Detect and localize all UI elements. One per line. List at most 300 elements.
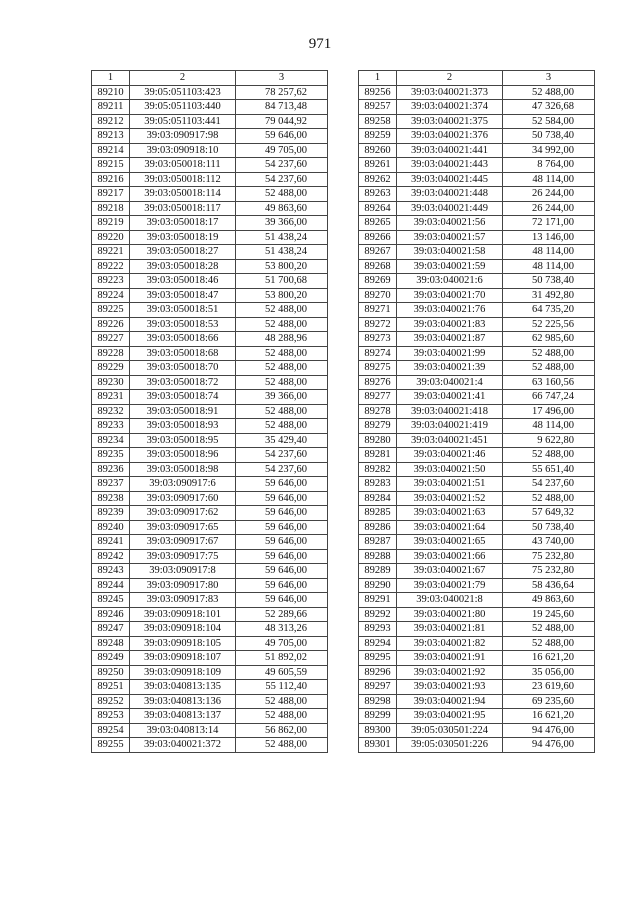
cadastral-value: 63 160,56 <box>503 375 595 390</box>
cadastral-number: 39:03:090917:60 <box>130 491 236 506</box>
row-number: 89231 <box>92 390 130 405</box>
cadastral-number: 39:03:040021:50 <box>397 462 503 477</box>
table-row <box>92 578 328 593</box>
cadastral-number: 39:03:040021:56 <box>397 216 503 231</box>
cadastral-number: 39:03:090918:101 <box>130 607 236 622</box>
table-row <box>92 665 328 680</box>
cadastral-value: 75 232,80 <box>503 549 595 564</box>
cadastral-number: 39:03:040813:136 <box>130 694 236 709</box>
table-row <box>92 622 328 637</box>
cadastral-value: 58 436,64 <box>503 578 595 593</box>
cadastral-number: 39:03:040021:87 <box>397 332 503 347</box>
table-row <box>359 564 595 579</box>
row-number: 89271 <box>359 303 397 318</box>
row-number: 89223 <box>92 274 130 289</box>
row-number: 89275 <box>359 361 397 376</box>
cadastral-number: 39:03:040021:39 <box>397 361 503 376</box>
cadastral-number: 39:03:050018:53 <box>130 317 236 332</box>
table-row <box>92 636 328 651</box>
cadastral-value: 52 488,00 <box>236 709 328 724</box>
table-row <box>359 129 595 144</box>
table-row <box>359 477 595 492</box>
cadastral-value: 16 621,20 <box>503 709 595 724</box>
table-row <box>359 738 595 753</box>
cadastral-number: 39:03:090917:80 <box>130 578 236 593</box>
table-row <box>359 143 595 158</box>
row-number: 89270 <box>359 288 397 303</box>
cadastral-value: 50 738,40 <box>503 520 595 535</box>
row-number: 89297 <box>359 680 397 695</box>
table-row <box>92 564 328 579</box>
cadastral-number: 39:03:050018:112 <box>130 172 236 187</box>
table-row <box>359 694 595 709</box>
column-header-2: 2 <box>130 71 236 86</box>
cadastral-value: 52 584,00 <box>503 114 595 129</box>
row-number: 89290 <box>359 578 397 593</box>
cadastral-number: 39:03:040021:451 <box>397 433 503 448</box>
row-number: 89257 <box>359 100 397 115</box>
cadastral-value: 59 646,00 <box>236 129 328 144</box>
row-number: 89214 <box>92 143 130 158</box>
column-header-2: 2 <box>397 71 503 86</box>
row-number: 89289 <box>359 564 397 579</box>
cadastral-value: 50 738,40 <box>503 129 595 144</box>
cadastral-value: 54 237,60 <box>236 448 328 463</box>
cadastral-number: 39:03:090918:10 <box>130 143 236 158</box>
cadastral-value: 59 646,00 <box>236 491 328 506</box>
row-number: 89283 <box>359 477 397 492</box>
cadastral-value: 84 713,48 <box>236 100 328 115</box>
row-number: 89262 <box>359 172 397 187</box>
cadastral-number: 39:03:050018:114 <box>130 187 236 202</box>
cadastral-number: 39:05:030501:226 <box>397 738 503 753</box>
cadastral-number: 39:03:040021:374 <box>397 100 503 115</box>
table-row <box>92 404 328 419</box>
table-row <box>359 390 595 405</box>
row-number: 89288 <box>359 549 397 564</box>
table-row <box>359 549 595 564</box>
row-number: 89301 <box>359 738 397 753</box>
cadastral-number: 39:03:040021:418 <box>397 404 503 419</box>
cadastral-value: 47 326,68 <box>503 100 595 115</box>
table-row <box>92 433 328 448</box>
cadastral-value: 49 605,59 <box>236 665 328 680</box>
table-row <box>92 129 328 144</box>
row-number: 89284 <box>359 491 397 506</box>
table-row <box>92 520 328 535</box>
cadastral-number: 39:03:050018:46 <box>130 274 236 289</box>
cadastral-value: 59 646,00 <box>236 535 328 550</box>
cadastral-value: 49 705,00 <box>236 636 328 651</box>
cadastral-number: 39:03:040021:449 <box>397 201 503 216</box>
table-row <box>359 665 595 680</box>
cadastral-value: 79 044,92 <box>236 114 328 129</box>
page-number: 971 <box>308 36 332 52</box>
cadastral-value: 55 112,40 <box>236 680 328 695</box>
cadastral-number: 39:03:050018:72 <box>130 375 236 390</box>
column-header-1: 1 <box>92 71 130 86</box>
cadastral-number: 39:03:050018:91 <box>130 404 236 419</box>
cadastral-number: 39:03:090917:98 <box>130 129 236 144</box>
table-row <box>359 593 595 608</box>
cadastral-value: 59 646,00 <box>236 564 328 579</box>
cadastral-value: 52 488,00 <box>503 491 595 506</box>
row-number: 89229 <box>92 361 130 376</box>
row-number: 89293 <box>359 622 397 637</box>
cadastral-value: 53 800,20 <box>236 259 328 274</box>
row-number: 89252 <box>92 694 130 709</box>
table-row <box>359 245 595 260</box>
row-number: 89248 <box>92 636 130 651</box>
table-row <box>359 230 595 245</box>
table-row <box>359 114 595 129</box>
table-row <box>359 520 595 535</box>
table-row <box>359 100 595 115</box>
row-number: 89282 <box>359 462 397 477</box>
row-number: 89237 <box>92 477 130 492</box>
cadastral-number: 39:03:040021:445 <box>397 172 503 187</box>
row-number: 89234 <box>92 433 130 448</box>
row-number: 89219 <box>92 216 130 231</box>
table-row <box>92 477 328 492</box>
table-row <box>359 303 595 318</box>
cadastral-value: 39 366,00 <box>236 390 328 405</box>
cadastral-value: 19 245,60 <box>503 607 595 622</box>
table-row <box>92 346 328 361</box>
table-row <box>92 332 328 347</box>
table-row <box>359 680 595 695</box>
table-row <box>359 404 595 419</box>
cadastral-number: 39:03:040021:76 <box>397 303 503 318</box>
cadastral-value: 56 862,00 <box>236 723 328 738</box>
table-row <box>359 216 595 231</box>
table-row <box>92 303 328 318</box>
row-number: 89278 <box>359 404 397 419</box>
row-number: 89218 <box>92 201 130 216</box>
table-row <box>92 230 328 245</box>
cadastral-value: 52 488,00 <box>503 448 595 463</box>
cadastral-value: 59 646,00 <box>236 549 328 564</box>
row-number: 89287 <box>359 535 397 550</box>
row-number: 89227 <box>92 332 130 347</box>
cadastral-number: 39:03:050018:66 <box>130 332 236 347</box>
row-number: 89246 <box>92 607 130 622</box>
cadastral-value: 52 488,00 <box>236 361 328 376</box>
cadastral-value: 52 488,00 <box>236 738 328 753</box>
row-number: 89212 <box>92 114 130 129</box>
cadastral-number: 39:03:040021:6 <box>397 274 503 289</box>
row-number: 89210 <box>92 85 130 100</box>
cadastral-value: 66 747,24 <box>503 390 595 405</box>
cadastral-number: 39:05:051103:441 <box>130 114 236 129</box>
cadastral-value: 26 244,00 <box>503 187 595 202</box>
cadastral-value: 49 863,60 <box>236 201 328 216</box>
cadastral-value: 48 114,00 <box>503 259 595 274</box>
cadastral-value: 34 992,00 <box>503 143 595 158</box>
row-number: 89224 <box>92 288 130 303</box>
table-row <box>92 114 328 129</box>
cadastral-number: 39:03:040021:93 <box>397 680 503 695</box>
table-row <box>92 738 328 753</box>
row-number: 89274 <box>359 346 397 361</box>
row-number: 89294 <box>359 636 397 651</box>
cadastral-number: 39:03:040021:59 <box>397 259 503 274</box>
cadastral-number: 39:03:040021:67 <box>397 564 503 579</box>
cadastral-value: 9 622,80 <box>503 433 595 448</box>
cadastral-number: 39:03:040021:448 <box>397 187 503 202</box>
table-row <box>92 419 328 434</box>
row-number: 89240 <box>92 520 130 535</box>
table-row <box>92 143 328 158</box>
table-row <box>92 288 328 303</box>
table-row <box>92 709 328 724</box>
cadastral-number: 39:03:040021:41 <box>397 390 503 405</box>
header-row <box>92 71 328 86</box>
cadastral-value: 49 863,60 <box>503 593 595 608</box>
row-number: 89300 <box>359 723 397 738</box>
table-row <box>92 607 328 622</box>
table-row <box>359 85 595 100</box>
cadastral-number: 39:03:040021:70 <box>397 288 503 303</box>
row-number: 89215 <box>92 158 130 173</box>
table-row <box>92 593 328 608</box>
cadastral-value: 17 496,00 <box>503 404 595 419</box>
table-row <box>359 506 595 521</box>
table-row <box>92 100 328 115</box>
row-number: 89245 <box>92 593 130 608</box>
cadastral-number: 39:03:050018:93 <box>130 419 236 434</box>
cadastral-value: 52 488,00 <box>503 622 595 637</box>
table-row <box>92 448 328 463</box>
cadastral-number: 39:03:040021:63 <box>397 506 503 521</box>
cadastral-number: 39:03:090918:107 <box>130 651 236 666</box>
cadastral-value: 51 892,02 <box>236 651 328 666</box>
cadastral-number: 39:03:040021:65 <box>397 535 503 550</box>
table-row <box>359 448 595 463</box>
cadastral-value: 52 289,66 <box>236 607 328 622</box>
row-number: 89261 <box>359 158 397 173</box>
cadastral-number: 39:03:050018:17 <box>130 216 236 231</box>
cadastral-value: 59 646,00 <box>236 578 328 593</box>
cadastral-number: 39:03:040021:441 <box>397 143 503 158</box>
table-row <box>92 680 328 695</box>
table-row <box>359 274 595 289</box>
cadastral-value: 62 985,60 <box>503 332 595 347</box>
cadastral-number: 39:03:090918:109 <box>130 665 236 680</box>
table-row <box>92 462 328 477</box>
row-number: 89235 <box>92 448 130 463</box>
cadastral-number: 39:03:040021:81 <box>397 622 503 637</box>
cadastral-value: 48 313,26 <box>236 622 328 637</box>
cadastral-value: 55 651,40 <box>503 462 595 477</box>
cadastral-number: 39:03:040813:135 <box>130 680 236 695</box>
cadastral-number: 39:03:040813:137 <box>130 709 236 724</box>
row-number: 89267 <box>359 245 397 260</box>
table-row <box>359 288 595 303</box>
cadastral-value: 59 646,00 <box>236 506 328 521</box>
table-row <box>92 491 328 506</box>
row-number: 89258 <box>359 114 397 129</box>
row-number: 89249 <box>92 651 130 666</box>
cadastral-number: 39:03:090918:104 <box>130 622 236 637</box>
row-number: 89268 <box>359 259 397 274</box>
cadastral-value: 64 735,20 <box>503 303 595 318</box>
row-number: 89273 <box>359 332 397 347</box>
column-header-1: 1 <box>359 71 397 86</box>
table-row <box>359 578 595 593</box>
row-number: 89276 <box>359 375 397 390</box>
cadastral-value: 31 492,80 <box>503 288 595 303</box>
row-number: 89247 <box>92 622 130 637</box>
table-row <box>359 259 595 274</box>
row-number: 89211 <box>92 100 130 115</box>
cadastral-number: 39:03:090917:6 <box>130 477 236 492</box>
cadastral-value: 52 488,00 <box>236 303 328 318</box>
cadastral-value: 59 646,00 <box>236 520 328 535</box>
row-number: 89233 <box>92 419 130 434</box>
cadastral-number: 39:03:040021:376 <box>397 129 503 144</box>
row-number: 89299 <box>359 709 397 724</box>
cadastral-number: 39:03:040813:14 <box>130 723 236 738</box>
cadastral-value: 52 488,00 <box>503 361 595 376</box>
cadastral-number: 39:03:050018:96 <box>130 448 236 463</box>
cadastral-number: 39:03:050018:19 <box>130 230 236 245</box>
cadastral-number: 39:03:050018:98 <box>130 462 236 477</box>
cadastral-number: 39:03:040021:99 <box>397 346 503 361</box>
row-number: 89253 <box>92 709 130 724</box>
cadastral-value: 51 438,24 <box>236 230 328 245</box>
column-header-3: 3 <box>503 71 595 86</box>
cadastral-value: 39 366,00 <box>236 216 328 231</box>
cadastral-number: 39:03:040021:66 <box>397 549 503 564</box>
table-row <box>92 506 328 521</box>
cadastral-value: 48 114,00 <box>503 172 595 187</box>
cadastral-number: 39:03:050018:68 <box>130 346 236 361</box>
row-number: 89260 <box>359 143 397 158</box>
table-row <box>92 85 328 100</box>
cadastral-value: 75 232,80 <box>503 564 595 579</box>
row-number: 89255 <box>92 738 130 753</box>
row-number: 89243 <box>92 564 130 579</box>
row-number: 89256 <box>359 85 397 100</box>
table-row <box>92 375 328 390</box>
cadastral-value: 94 476,00 <box>503 723 595 738</box>
row-number: 89221 <box>92 245 130 260</box>
row-number: 89272 <box>359 317 397 332</box>
cadastral-value: 54 237,60 <box>236 462 328 477</box>
cadastral-value: 52 488,00 <box>236 187 328 202</box>
cadastral-value: 52 488,00 <box>236 346 328 361</box>
cadastral-value: 54 237,60 <box>503 477 595 492</box>
cadastral-number: 39:03:040021:94 <box>397 694 503 709</box>
cadastral-value: 13 146,00 <box>503 230 595 245</box>
cadastral-number: 39:03:050018:74 <box>130 390 236 405</box>
table-row <box>92 259 328 274</box>
cadastral-number: 39:03:040021:4 <box>397 375 503 390</box>
cadastral-number: 39:03:090918:105 <box>130 636 236 651</box>
cadastral-value: 48 114,00 <box>503 245 595 260</box>
cadastral-value: 57 649,32 <box>503 506 595 521</box>
cadastral-number: 39:05:030501:224 <box>397 723 503 738</box>
table-row <box>359 172 595 187</box>
row-number: 89286 <box>359 520 397 535</box>
row-number: 89228 <box>92 346 130 361</box>
cadastral-number: 39:05:051103:440 <box>130 100 236 115</box>
table-row <box>92 694 328 709</box>
row-number: 89265 <box>359 216 397 231</box>
cadastral-number: 39:05:051103:423 <box>130 85 236 100</box>
table-row <box>359 709 595 724</box>
table-row <box>92 390 328 405</box>
cadastral-number: 39:03:050018:27 <box>130 245 236 260</box>
cadastral-number: 39:03:040021:80 <box>397 607 503 622</box>
cadastral-value: 69 235,60 <box>503 694 595 709</box>
table-row <box>359 361 595 376</box>
table-row <box>359 201 595 216</box>
left-register-table <box>91 70 328 753</box>
table-row <box>359 187 595 202</box>
row-number: 89266 <box>359 230 397 245</box>
row-number: 89232 <box>92 404 130 419</box>
table-row <box>92 651 328 666</box>
table-row <box>359 651 595 666</box>
table-row <box>92 201 328 216</box>
table-row <box>359 636 595 651</box>
row-number: 89213 <box>92 129 130 144</box>
cadastral-number: 39:03:040021:64 <box>397 520 503 535</box>
right-register-table <box>358 70 595 753</box>
header-row <box>359 71 595 86</box>
cadastral-number: 39:03:090917:8 <box>130 564 236 579</box>
row-number: 89263 <box>359 187 397 202</box>
row-number: 89269 <box>359 274 397 289</box>
cadastral-value: 26 244,00 <box>503 201 595 216</box>
row-number: 89242 <box>92 549 130 564</box>
table-row <box>359 375 595 390</box>
cadastral-number: 39:03:040021:443 <box>397 158 503 173</box>
cadastral-number: 39:03:040021:52 <box>397 491 503 506</box>
cadastral-number: 39:03:040021:8 <box>397 593 503 608</box>
cadastral-number: 39:03:050018:95 <box>130 433 236 448</box>
cadastral-value: 48 288,96 <box>236 332 328 347</box>
cadastral-value: 59 646,00 <box>236 593 328 608</box>
cadastral-value: 53 800,20 <box>236 288 328 303</box>
cadastral-number: 39:03:090917:65 <box>130 520 236 535</box>
cadastral-number: 39:03:090917:62 <box>130 506 236 521</box>
cadastral-value: 52 488,00 <box>236 694 328 709</box>
row-number: 89279 <box>359 419 397 434</box>
table-row <box>92 245 328 260</box>
table-row <box>359 332 595 347</box>
cadastral-number: 39:03:050018:70 <box>130 361 236 376</box>
table-row <box>92 158 328 173</box>
cadastral-number: 39:03:040021:375 <box>397 114 503 129</box>
cadastral-number: 39:03:040021:58 <box>397 245 503 260</box>
cadastral-value: 94 476,00 <box>503 738 595 753</box>
row-number: 89292 <box>359 607 397 622</box>
cadastral-value: 72 171,00 <box>503 216 595 231</box>
cadastral-number: 39:03:040021:46 <box>397 448 503 463</box>
cadastral-value: 52 488,00 <box>236 375 328 390</box>
table-row <box>359 491 595 506</box>
cadastral-value: 35 429,40 <box>236 433 328 448</box>
table-row <box>359 346 595 361</box>
cadastral-value: 50 738,40 <box>503 274 595 289</box>
cadastral-number: 39:03:050018:51 <box>130 303 236 318</box>
row-number: 89254 <box>92 723 130 738</box>
table-row <box>92 274 328 289</box>
cadastral-number: 39:03:040021:83 <box>397 317 503 332</box>
